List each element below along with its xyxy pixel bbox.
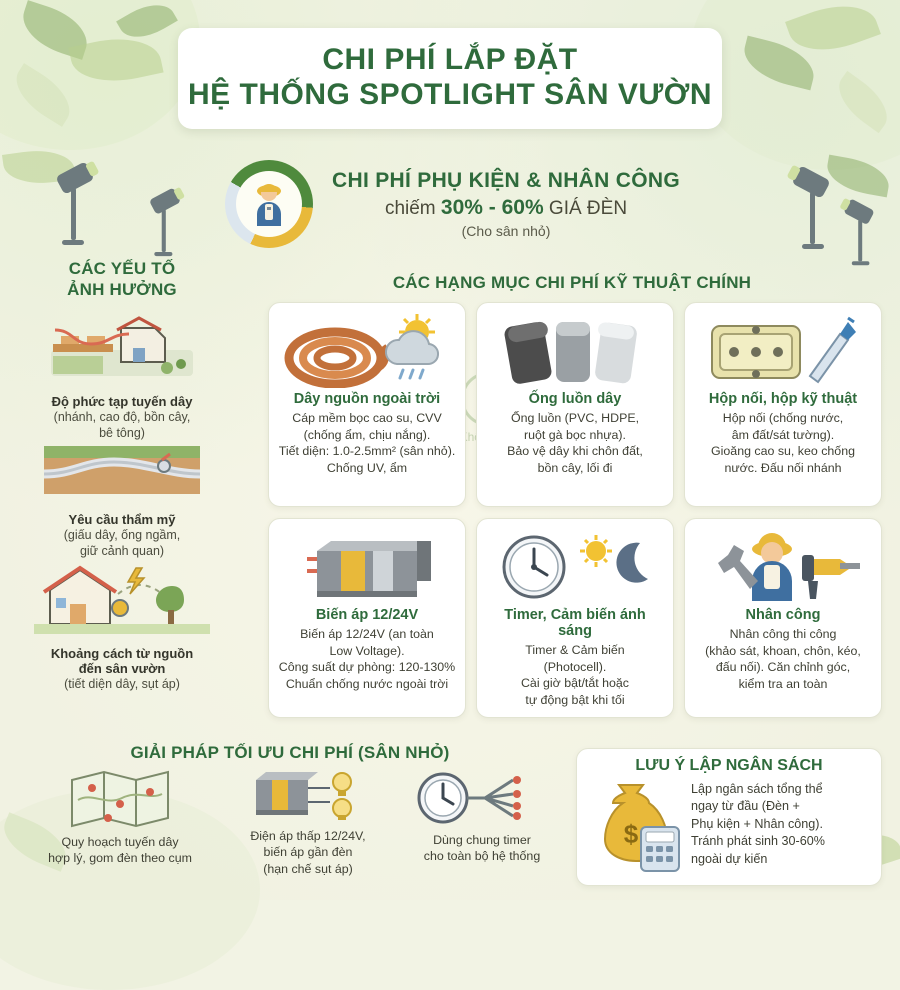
card-title: Nhân công bbox=[745, 607, 821, 623]
note-heading: LƯU Ý LẬP NGÂN SÁCH bbox=[635, 757, 823, 774]
factor-title: Độ phức tạp tuyến dây bbox=[51, 394, 193, 409]
cost-card bbox=[268, 518, 466, 718]
factor-detail: (giấu dây, ống ngầm, giữ cảnh quan) bbox=[63, 528, 181, 559]
page-title-line2: HỆ THỐNG SPOTLIGHT SÂN VƯỜN bbox=[188, 78, 712, 112]
conduit-pipes-icon bbox=[486, 311, 664, 389]
factors-heading-l1: CÁC YẾU TỐ bbox=[68, 259, 176, 278]
headline-line1: CHI PHÍ PHỤ KIỆN & NHÂN CÔNG bbox=[332, 169, 680, 192]
worker-icon bbox=[247, 180, 291, 228]
cost-card bbox=[684, 518, 882, 718]
headline-line3: (Cho sân nhỏ) bbox=[461, 223, 551, 239]
card-body: Cáp mềm bọc cao su, CVV (chống ẩm, chịu nắng). Tiết diện: 1.0-2.5mm² (sân nhỏ). Chống UV, ẩm bbox=[278, 411, 456, 476]
solution-text: Dùng chung timer cho toàn bộ hệ thống bbox=[423, 833, 541, 864]
spotlight-icon bbox=[58, 168, 92, 245]
factors-heading bbox=[22, 258, 222, 301]
card-title: Timer, Cảm biến ánh sáng bbox=[504, 607, 646, 639]
card-title: Hộp nối, hộp kỹ thuật bbox=[708, 391, 858, 407]
factors-heading-l2: ẢNH HƯỞNG bbox=[67, 280, 177, 300]
card-title: Biến áp 12/24V bbox=[315, 607, 419, 623]
solution-text: Điện áp thấp 12/24V, biến áp gần đèn (hạn chế sụt áp) bbox=[250, 829, 366, 876]
money-bag-calculator-icon bbox=[587, 781, 683, 873]
transformer-icon bbox=[278, 527, 456, 605]
spotlight-icon bbox=[151, 193, 179, 256]
worker-tools-icon bbox=[694, 527, 872, 605]
cost-card bbox=[476, 518, 674, 718]
factor-item bbox=[24, 310, 220, 442]
card-body: Hộp nối (chống nước, âm đất/sát tường). Gioăng cao su, keo chống nước. Đấu nối nhánh bbox=[711, 411, 855, 476]
cost-card bbox=[476, 302, 674, 507]
headline-line2-post: GIÁ ĐÈN bbox=[543, 198, 628, 219]
page-title-line1: CHI PHÍ LẮP ĐẶT bbox=[322, 43, 578, 76]
house-distance-icon bbox=[32, 560, 212, 636]
junction-box-sealant-icon bbox=[694, 311, 872, 389]
solution-item bbox=[30, 768, 210, 867]
factor-item bbox=[24, 440, 220, 560]
factor-title: Khoảng cách từ nguồn đến sân vườn bbox=[50, 646, 194, 676]
solution-item bbox=[218, 762, 398, 877]
card-title: Ống luồn dây bbox=[528, 391, 622, 407]
timer-photocell-icon bbox=[486, 527, 664, 605]
cost-card bbox=[268, 302, 466, 507]
items-heading: CÁC HẠNG MỤC CHI PHÍ KỸ THUẬT CHÍNH bbox=[392, 273, 752, 292]
shared-timer-icon bbox=[392, 766, 572, 828]
page-title-card bbox=[178, 28, 722, 129]
svg-text:$: $ bbox=[623, 819, 639, 849]
budget-note-card bbox=[576, 748, 882, 886]
solutions-heading: GIẢI PHÁP TỐI ƯU CHI PHÍ (SÂN NHỎ) bbox=[130, 743, 450, 762]
factor-title: Yêu cầu thẩm mỹ bbox=[68, 512, 176, 527]
note-text: Lập ngân sách tổng thể ngay từ đầu (Đèn + Phụ kiện + Nhân công). Tránh phát sinh 30-60% ngoài dự kiến bbox=[691, 782, 825, 866]
spotlight-icon bbox=[794, 172, 828, 249]
headline-line2-pre: chiếm bbox=[384, 198, 441, 219]
cost-card bbox=[684, 302, 882, 507]
worker-donut-icon bbox=[225, 160, 313, 248]
card-title: Dây nguồn ngoài trời bbox=[293, 391, 441, 407]
spotlight-icon bbox=[845, 204, 872, 266]
headline-line2 bbox=[327, 196, 685, 220]
headline-text bbox=[327, 169, 685, 239]
headline-block bbox=[225, 160, 685, 248]
garden-wiring-icon bbox=[47, 310, 197, 384]
solution-text: Quy hoạch tuyến dây hợp lý, gom đèn theo cụm bbox=[48, 835, 192, 866]
low-voltage-transformer-icon bbox=[218, 762, 398, 824]
cable-coil-sun-rain-icon bbox=[278, 311, 456, 389]
factor-detail: (nhánh, cao độ, bồn cây, bê tông) bbox=[53, 410, 191, 441]
map-plan-icon bbox=[30, 768, 210, 830]
card-body: Ống luồn (PVC, HDPE, ruột gà bọc nhựa). Bảo vệ dây khi chôn đất, bồn cây, lối đi bbox=[507, 411, 643, 476]
factor-item bbox=[24, 560, 220, 692]
card-body: Timer & Cảm biến (Photocell). Cài giờ bật/tắt hoặc tự động bật khi tối bbox=[520, 643, 629, 708]
factor-detail: (tiết diện dây, sụt áp) bbox=[64, 677, 180, 691]
card-body: Biến áp 12/24V (an toàn Low Voltage). Công suất dự phòng: 120-130% Chuẩn chống nước ngoài trời bbox=[278, 627, 456, 692]
headline-percent: 30% - 60% bbox=[440, 196, 544, 219]
buried-cable-icon bbox=[42, 440, 202, 502]
card-body: Nhân công thi công (khảo sát, khoan, chôn, kéo, đấu nối). Căn chỉnh góc, kiểm tra an toàn bbox=[705, 627, 861, 692]
solution-item bbox=[392, 766, 572, 865]
page-title bbox=[188, 42, 712, 113]
